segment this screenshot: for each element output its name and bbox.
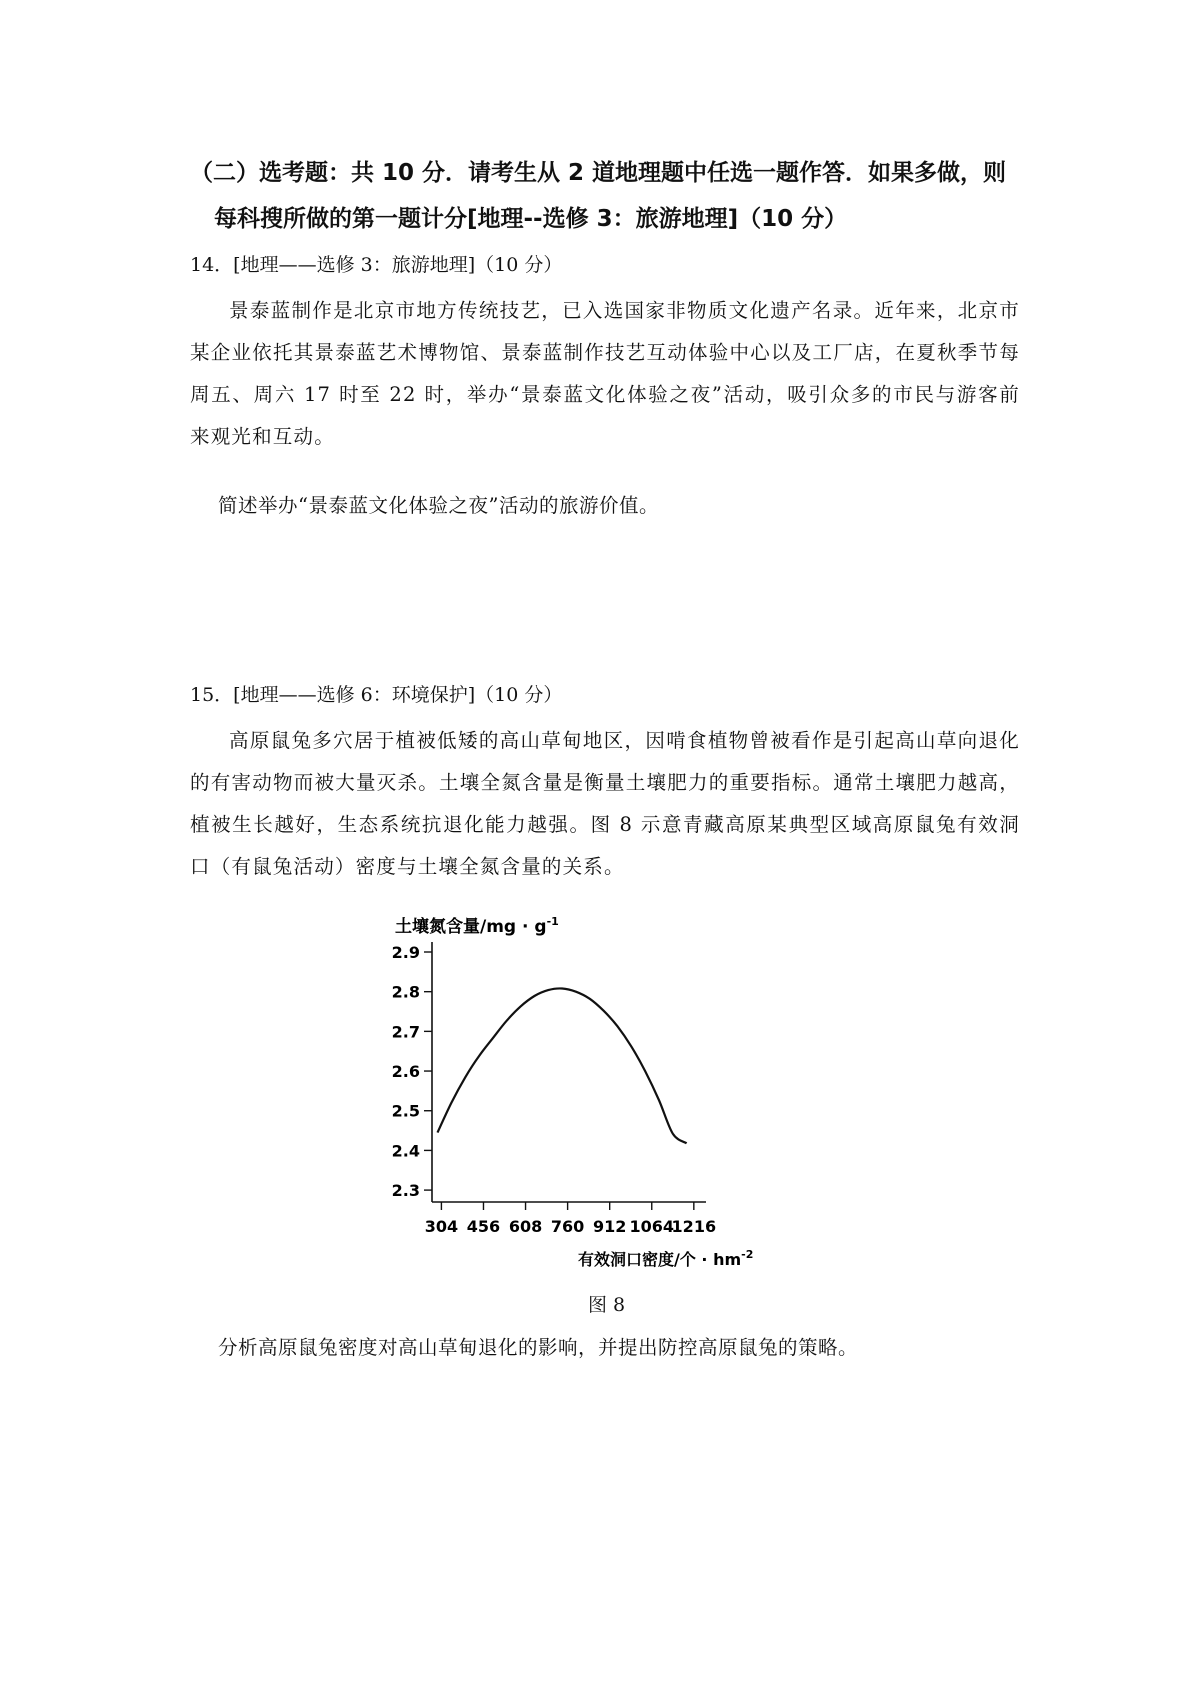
y-axis <box>392 942 432 1202</box>
section-heading-line1: （二）选考题：共 10 分．请考生从 2 道地理题中任选一题作答．如果多做，则 <box>190 160 1007 186</box>
y-tick-label: 2.3 <box>391 1181 420 1201</box>
y-tick-label: 2.5 <box>391 1101 420 1121</box>
y-tick-label: 2.4 <box>391 1141 420 1161</box>
y-axis-label: 土壤氮含量$/mg \cdot g^{-1}$ <box>395 915 559 937</box>
figure-caption: 图 8 <box>588 1294 626 1316</box>
x-tick-label: 1216 <box>671 1217 717 1236</box>
x-tick-label: 912 <box>592 1217 627 1236</box>
question-15-paragraph: 高原鼠兔多穴居于植被低矮的高山草甸地区，因啃食植物曾被看作是引起高山草向退化的有害动物而被大量灭杀。土壤全氮含量是衡量土壤肥力的重要指标。通常土壤肥力越高，植被生长越好，生态系统抗退化能力越强。图 8 示意青藏高原某典型区域高原鼠兔有效洞口（有鼠兔活动）密度与土壤全氮含量的关系。 <box>190 729 1020 878</box>
y-tick-label: 2.6 <box>391 1062 420 1082</box>
x-tick-label: 456 <box>466 1217 501 1236</box>
y-tick-label: 2.7 <box>391 1022 420 1042</box>
x-tick-label: 304 <box>424 1217 459 1236</box>
nitrogen-curve <box>438 988 687 1143</box>
y-tick-label: 2.8 <box>391 982 420 1002</box>
x-axis-label: 有效洞口密度/个 · $hm^{-2}$ <box>578 1248 754 1269</box>
x-tick-label: 608 <box>508 1217 543 1236</box>
section-heading-line2: 每科搜所做的第一题计分[地理--选修 3：旅游地理]（10 分） <box>214 206 848 232</box>
nitrogen-density-chart <box>380 910 800 1280</box>
question-15-title: 15．[地理——选修 6：环境保护]（10 分） <box>190 684 563 706</box>
x-axis <box>425 1202 716 1236</box>
question-14-title: 14．[地理——选修 3：旅游地理]（10 分） <box>190 254 563 276</box>
x-tick-label: 760 <box>550 1217 585 1236</box>
question-14-prompt: 简述举办“景泰蓝文化体验之夜”活动的旅游价值。 <box>218 494 659 517</box>
section-heading <box>190 150 1030 242</box>
question-15-prompt: 分析高原鼠兔密度对高山草甸退化的影响，并提出防控高原鼠兔的策略。 <box>218 1336 859 1359</box>
question-14-paragraph: 景泰蓝制作是北京市地方传统技艺，已入选国家非物质文化遗产名录。近年来，北京市某企业依托其景泰蓝艺术博物馆、景泰蓝制作技艺互动体验中心以及工厂店，在夏秋季节每周五、周六 17 时至 22 时，举办“景泰蓝文化体验之夜”活动，吸引众多的市民与游客前来观光和互动。 <box>190 299 1020 448</box>
x-tick-label: 1064 <box>629 1217 675 1236</box>
y-tick-label: 2.9 <box>391 943 420 962</box>
